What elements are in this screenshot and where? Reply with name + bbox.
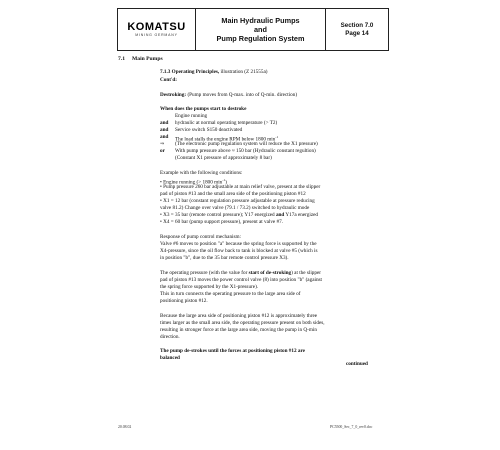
operating-text: The operating pressure (with the value for xyxy=(160,270,249,276)
bullet-item xyxy=(160,212,318,218)
bullet-tail: Y17a energized xyxy=(284,212,319,218)
operating-text: ) at the slipper xyxy=(291,270,321,276)
title-line-1: Main Hydraulic Pumps xyxy=(221,16,300,25)
operating-line: positioning piston #12. xyxy=(160,298,208,304)
header-section xyxy=(326,9,388,50)
footer-date: 20.08.02 xyxy=(118,425,132,429)
response-heading: Response of pump control mechanism: xyxy=(160,234,241,240)
page-label: Page 14 xyxy=(345,29,369,37)
destroking-label: Destroking: xyxy=(160,92,187,98)
response-line: Valve #6 moves to position "a" because the spring force is supported by the xyxy=(160,241,317,247)
bullet-item: valve 81.2) Change over valve (79.1 / 73.2) switched to hydraulic mode xyxy=(160,205,310,211)
rpm-superscript: -1 xyxy=(275,135,279,139)
bullet-item: pad of piston #13 and the small area side of the positioning piston #12 xyxy=(160,191,306,197)
subsection-illustration: illustration (Z 21555a) xyxy=(219,69,268,75)
final-line: The pump de-strokes until the forces at positioning piston #12 are xyxy=(160,348,305,354)
section-label: Section 7.0 xyxy=(340,21,374,29)
response-line: X4-pressure, since the oil flow back to tank is blocked at valve #5 (which is xyxy=(160,248,318,254)
bullet-text: • X3 = 35 bar (remote control pressure); Y17 energized xyxy=(160,212,276,218)
condition-sign: and xyxy=(160,134,169,140)
operating-line: pad of piston #13 moves the power control valve (8) into position "b" (against xyxy=(160,277,322,283)
title-line-3: Pump Regulation System xyxy=(216,34,305,43)
header-title xyxy=(196,9,326,50)
condition-text: (The electronic pump regulation system will reduce the X1 pressure) xyxy=(175,141,318,147)
contd-label: Cont'd: xyxy=(160,77,178,83)
title-line-2: and xyxy=(254,25,267,34)
when-heading: When does the pumps start to destroke xyxy=(160,106,247,112)
destroking-text: (Pump moves from Q-max. into of Q-min. direction) xyxy=(186,92,298,98)
condition-text: Engine running xyxy=(175,113,208,119)
page-header xyxy=(117,8,389,51)
section-title: Main Pumps xyxy=(132,56,163,62)
bullet-item: • Pump pressure 260 bar adjustable at main relief valve, present at the slipper xyxy=(160,184,321,190)
area-line: direction. xyxy=(160,334,180,340)
operating-line: the spring force supported by the X1-pressure). xyxy=(160,284,259,290)
komatsu-logo: KOMATSU xyxy=(127,20,186,33)
destroking-paragraph xyxy=(160,92,297,98)
condition-sign: or xyxy=(160,148,165,154)
continued-label: continued xyxy=(346,361,368,367)
subsection-heading xyxy=(160,69,268,75)
area-line: times larger as the small area side, the operating pressure present on both sides, xyxy=(160,320,325,326)
logo-cell xyxy=(118,9,196,50)
bullet-item: • X4 = 60 bar (pump support pressure), present at valve #7. xyxy=(160,219,284,225)
condition-text: Service switch S150 deactivated xyxy=(175,127,243,133)
condition-text: The load stalls the engine RPM below 1800 min xyxy=(175,136,276,143)
condition-text: (Constant X1 pressure of approximately 8 bar) xyxy=(175,155,272,161)
bullet-and: and xyxy=(275,212,285,218)
implies-arrow-icon: ⇒ xyxy=(160,141,165,147)
section-number: 7.1 xyxy=(118,56,125,62)
subsection-number: 7.1.3 Operating Principles, xyxy=(160,69,220,75)
condition-text: hydraulic at normal operating temperature (> T2) xyxy=(175,120,278,126)
bullet-text: • Engine running (> 1800 min xyxy=(160,179,223,186)
operating-line xyxy=(160,270,321,276)
condition-text: With pump pressure above ≈ 150 bar (Hydraulic constant regultion) xyxy=(175,148,316,154)
footer-filename: PC5500_Sec_7_0_rev0.doc xyxy=(330,425,373,429)
rpm-superscript: -1 xyxy=(222,178,226,182)
condition-sign: and xyxy=(160,127,169,133)
logo-subtitle: MINING GERMANY xyxy=(135,32,178,37)
bullet-item: • X1 = 12 bar (constant regulation pressure adjustable at pressure reducing xyxy=(160,198,315,204)
response-line: in position "b", due to the 35 bar remote control pressure X3). xyxy=(160,255,289,261)
bullet-tail: ) xyxy=(225,179,227,186)
area-line: resulting in stronger force at the large area side, moving the pump in Q-min xyxy=(160,327,317,333)
area-line: Because the large area side of positioning piston #12 is approximately three xyxy=(160,313,318,319)
destroking-start-label: start of de-stroking xyxy=(248,270,292,276)
condition-sign: and xyxy=(160,120,169,126)
operating-line: This in turn connects the operating pressure to the large area side of xyxy=(160,291,301,297)
example-intro: Example with the following conditions: xyxy=(160,170,243,176)
final-line: balanced xyxy=(160,355,180,361)
